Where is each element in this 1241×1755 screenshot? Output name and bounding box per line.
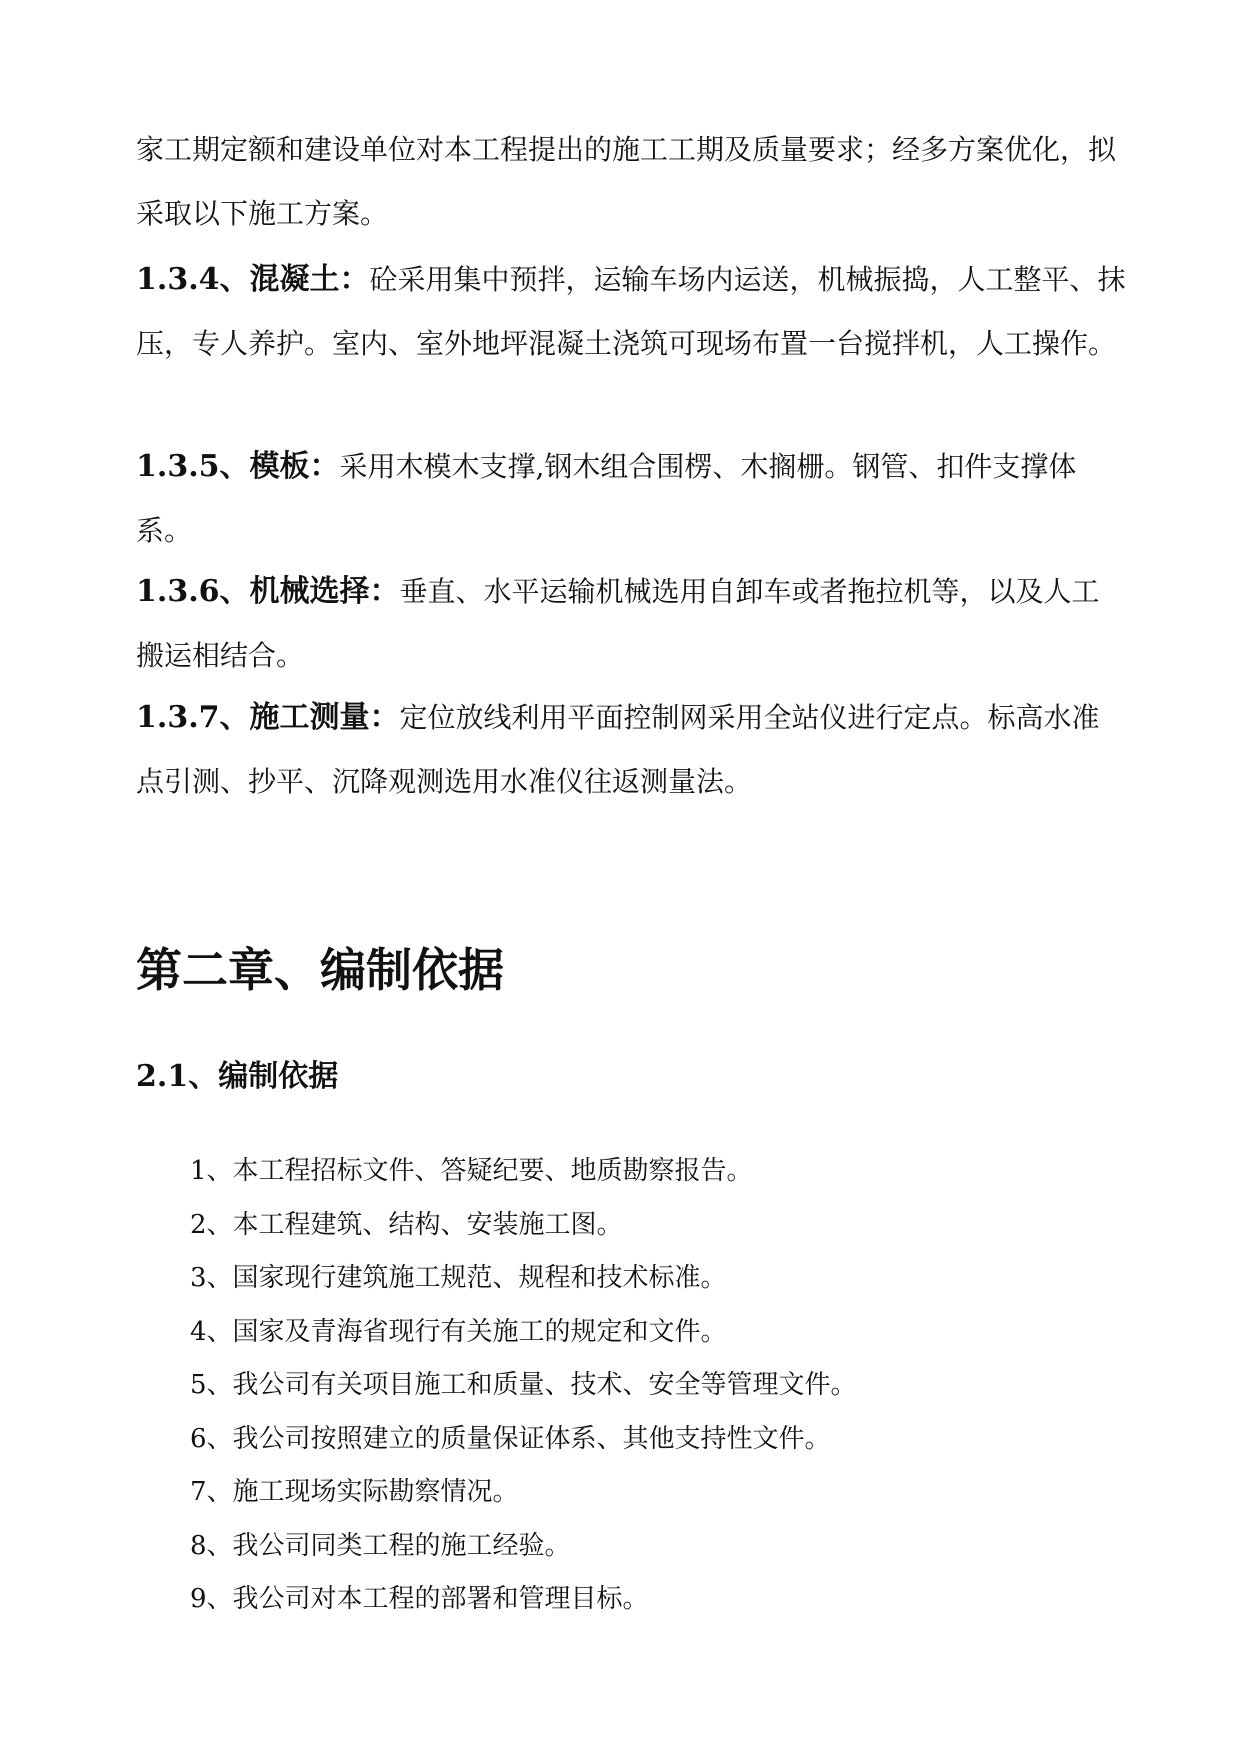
list-item: 8、我公司同类工程的施工经验。 — [190, 1530, 571, 1561]
intro-paragraph: 家工期定额和建设单位对本工程提出的施工工期及质量要求；经多方案优化，拟采取以下施工方案。 — [136, 133, 1117, 230]
section-body: 采用木模木支撑,钢木组合围楞、木搁栅。钢管、扣件支撑体系。 — [136, 450, 1077, 547]
list-item: 7、施工现场实际勘察情况。 — [190, 1477, 519, 1507]
list-item: 6、我公司按照建立的质量保证体系、其他支持性文件。 — [190, 1423, 831, 1454]
list-item: 3、国家现行建筑施工规范、规程和技术标准。 — [190, 1263, 727, 1293]
section-1-3-5 — [136, 435, 1126, 563]
section-1-3-7 — [136, 686, 1126, 814]
list-item: 5、我公司有关项目施工和质量、技术、安全等管理文件。 — [190, 1370, 857, 1400]
list-item: 1、本工程招标文件、答疑纪要、地质勘察报告。 — [190, 1156, 753, 1186]
section-heading: 1.3.5、模板： — [136, 449, 340, 484]
section-heading: 1.3.4、混凝土： — [136, 262, 370, 297]
section-1-3-4 — [136, 248, 1126, 376]
list-item: 9、我公司对本工程的部署和管理目标。 — [190, 1584, 649, 1614]
chapter-title: 第二章、编制依据 — [136, 943, 504, 997]
section-body: 砼采用集中预拌，运输车场内运送，机械振捣，人工整平、抹压，专人养护。室内、室外地坪混凝土浇筑可现场布置一台搅拌机，人工操作。 — [136, 263, 1126, 360]
section-body: 垂直、水平运输机械选用自卸车或者拖拉机等，以及人工搬运相结合。 — [136, 575, 1100, 672]
section-heading: 1.3.6、机械选择： — [136, 574, 400, 609]
section-1-3-6 — [136, 560, 1126, 688]
section-body: 定位放线利用平面控制网采用全站仪进行定点。标高水准点引测、抄平、沉降观测选用水准仪往返测量法。 — [136, 701, 1100, 798]
list-item: 4、国家及青海省现行有关施工的规定和文件。 — [190, 1316, 727, 1347]
list-item: 2、本工程建筑、结构、安装施工图。 — [190, 1209, 623, 1240]
subsection-title: 2.1、编制依据 — [136, 1059, 339, 1094]
basis-list — [190, 1145, 857, 1627]
section-heading: 1.3.7、施工测量： — [136, 700, 400, 735]
